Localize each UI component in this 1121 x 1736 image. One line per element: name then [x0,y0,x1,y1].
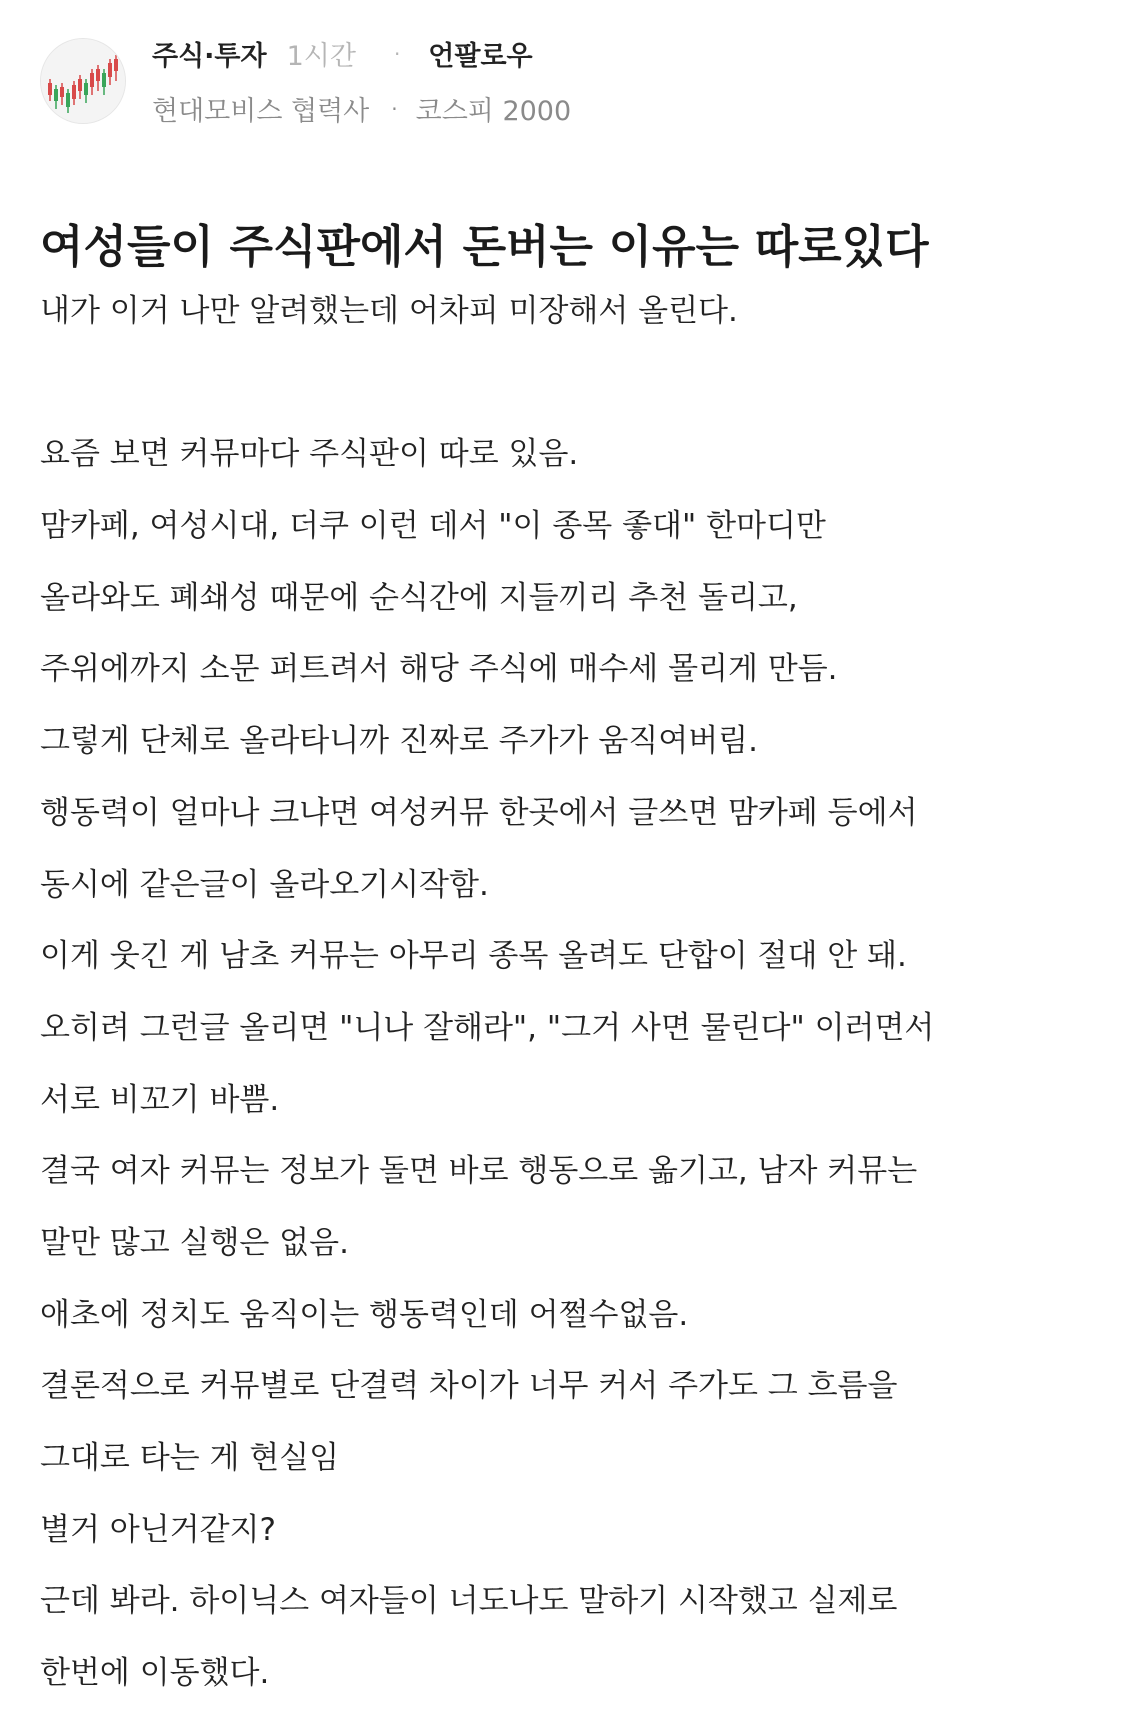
avatar[interactable] [40,38,126,124]
post-body [40,292,1080,1726]
body-line: 행동력이 얼마나 크냐면 여성커뮤 한곳에서 글쓰면 맘카페 등에서 [40,794,918,831]
post-time: 1시간 [286,41,356,72]
body-line: 요즘 보면 커뮤마다 주식판이 따로 있음. [40,436,579,473]
stock-chart-icon [41,39,125,123]
body-line: 결국 여자 커뮤는 정보가 돌면 바로 행동으로 옮기고, 남자 커뮤는 [40,1153,918,1190]
body-line: 올라와도 폐쇄성 때문에 순식간에 지들끼리 추천 돌리고, [40,579,798,616]
meta-row-primary [152,34,571,73]
body-line: 내가 이거 나만 알려했는데 어차피 미장해서 올린다. [40,293,738,329]
unfollow-button[interactable]: 언팔로우 [428,41,533,72]
body-line: 이게 웃긴 게 남초 커뮤는 아무리 종목 올려도 단합이 절대 안 돼. [40,938,907,975]
author-tag-index: 코스피 2000 [415,96,572,127]
board-category[interactable]: 주식·투자 [152,41,267,72]
body-line: 맘카페, 여성시대, 더쿠 이런 데서 "이 종목 좋대" 한마디만 [40,508,826,545]
body-line: 서로 비꼬기 바쁨. [40,1081,280,1118]
body-line: 주위에까지 소문 퍼트려서 해당 주식에 매수세 몰리게 만듬. [40,651,838,688]
body-line: 결론적으로 커뮤별로 단결력 차이가 너무 커서 주가도 그 흐름을 [40,1368,898,1405]
body-line: 그렇게 단체로 올라타니까 진짜로 주가가 움직여버림. [40,723,758,760]
body-line: 별거 아닌거같지? [40,1511,276,1548]
meta-row-tags [152,89,571,128]
body-blank-line [40,364,1080,436]
body-line: 애초에 정치도 움직이는 행동력인데 어쩔수없음. [40,1296,689,1333]
body-line: 근데 봐라. 하이닉스 여자들이 너도나도 말하기 시작했고 실제로 [40,1583,898,1620]
author-tag-company: 현대모비스 협력사 [152,96,370,127]
body-line: 동시에 같은글이 올라오기시작함. [40,866,489,903]
post-title: 여성들이 주식판에서 돈버는 이유는 따로있다 [40,220,929,273]
body-line: 그대로 타는 게 현실임 [40,1440,340,1476]
separator-dot: · [393,41,401,66]
separator-dot: · [391,96,398,121]
post-header [40,34,571,128]
body-line: 한번에 이동했다. [40,1655,270,1692]
body-line: 오히려 그런글 올리면 "니나 잘해라", "그거 사면 물린다" 이러면서 [40,1009,935,1046]
body-line: 말만 많고 실행은 없음. [40,1224,349,1261]
post-meta [152,34,571,128]
